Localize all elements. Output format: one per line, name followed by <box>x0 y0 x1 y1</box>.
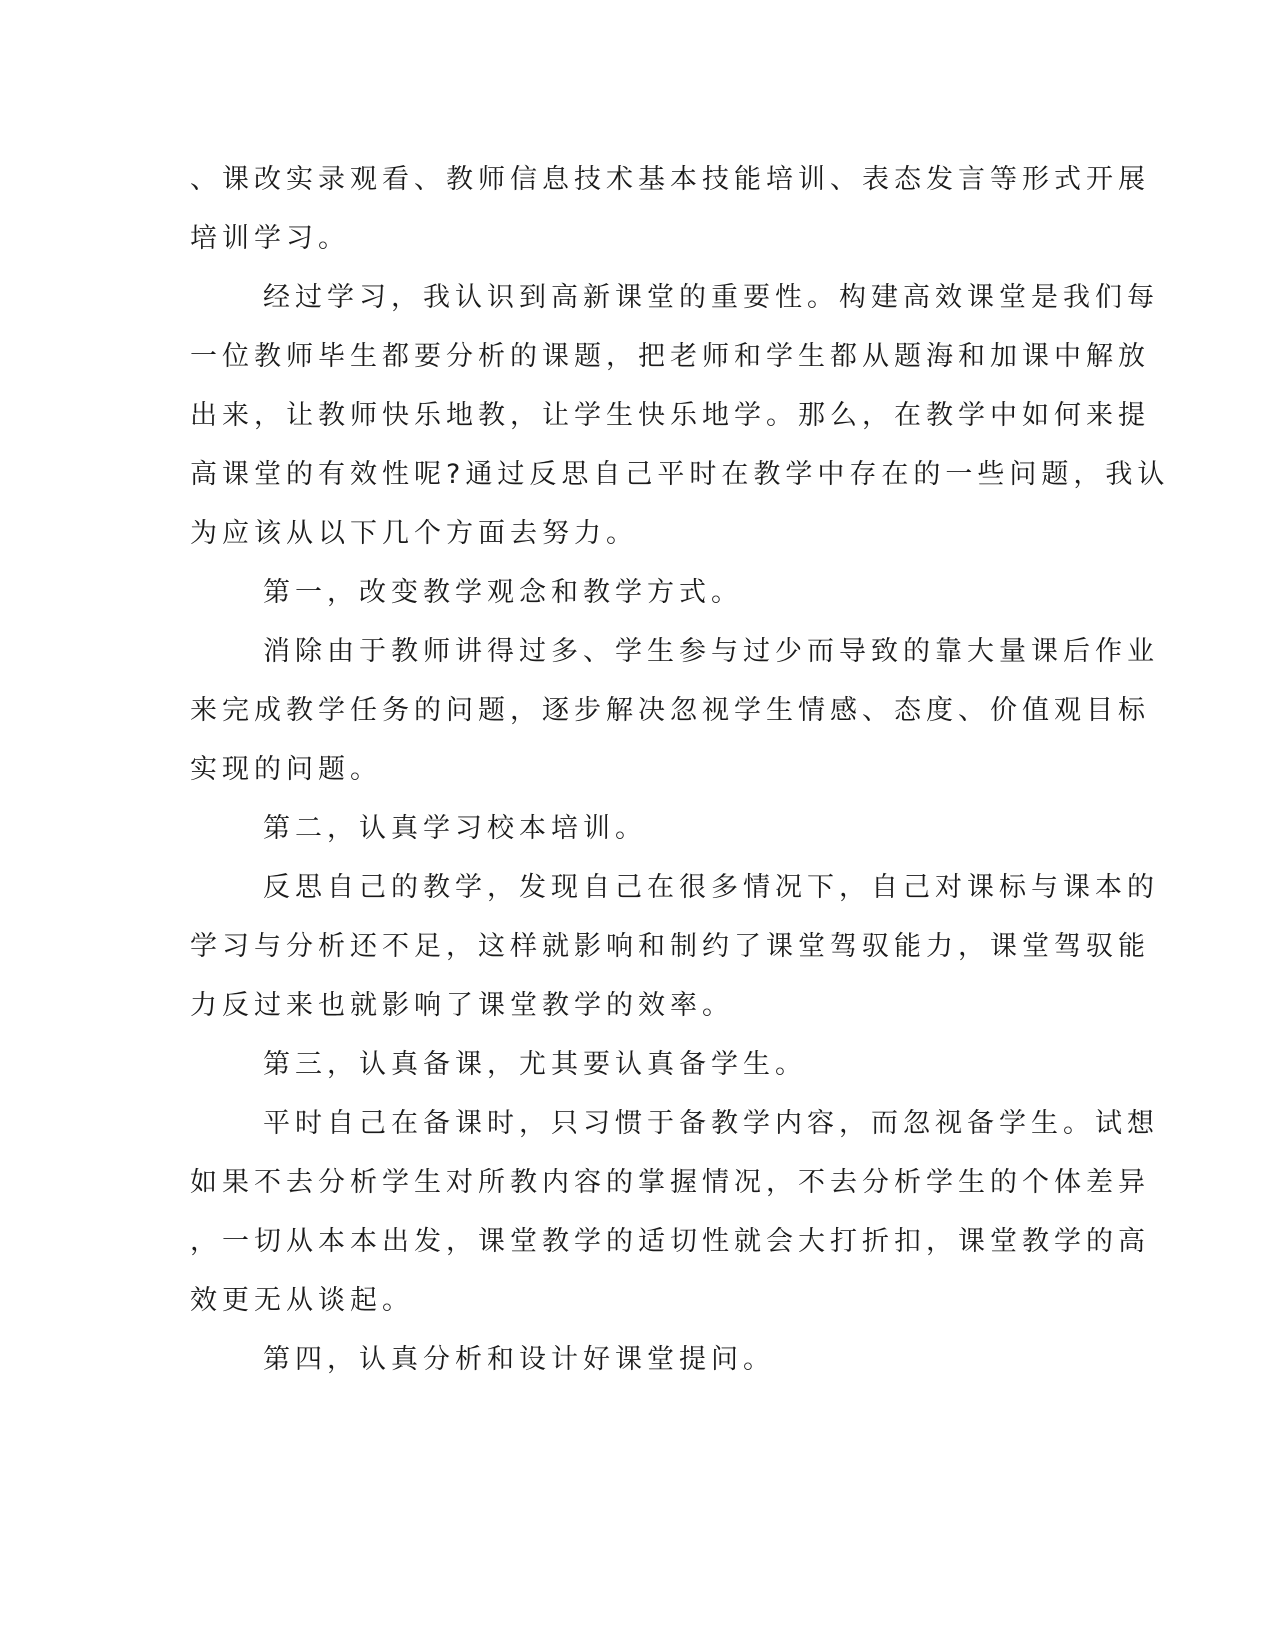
text-line: 出来，让教师快乐地教，让学生快乐地学。那么，在教学中如何来提 <box>190 400 1150 431</box>
text-line: ，一切从本本出发，课堂教学的适切性就会大打折扣，课堂教学的高 <box>190 1226 1150 1257</box>
text-line: 实现的问题。 <box>190 754 382 785</box>
section-heading: 第一，改变教学观念和教学方式。 <box>263 577 743 608</box>
text-line: 学习与分析还不足，这样就影响和制约了课堂驾驭能力，课堂驾驭能 <box>190 931 1150 962</box>
text-line: 力反过来也就影响了课堂教学的效率。 <box>190 990 734 1021</box>
paragraph-first-line: 经过学习，我认识到高新课堂的重要性。构建高效课堂是我们每 <box>263 282 1159 313</box>
paragraph-first-line: 平时自己在备课时，只习惯于备教学内容，而忽视备学生。试想 <box>263 1108 1159 1139</box>
text-line: 一位教师毕生都要分析的课题，把老师和学生都从题海和加课中解放 <box>190 341 1150 372</box>
text-line: 来完成教学任务的问题，逐步解决忽视学生情感、态度、价值观目标 <box>190 695 1150 726</box>
paragraph-first-line: 反思自己的教学，发现自己在很多情况下，自己对课标与课本的 <box>263 872 1159 903</box>
text-line: 效更无从谈起。 <box>190 1285 414 1316</box>
text-line: 培训学习。 <box>190 223 350 254</box>
section-heading: 第三，认真备课，尤其要认真备学生。 <box>263 1049 807 1080</box>
section-heading: 第二，认真学习校本培训。 <box>263 813 647 844</box>
section-heading: 第四，认真分析和设计好课堂提问。 <box>263 1344 775 1375</box>
text-line: 如果不去分析学生对所教内容的掌握情况，不去分析学生的个体差异 <box>190 1167 1150 1198</box>
text-line: 为应该从以下几个方面去努力。 <box>190 518 638 549</box>
paragraph-first-line: 消除由于教师讲得过多、学生参与过少而导致的靠大量课后作业 <box>263 636 1159 667</box>
text-line: 高课堂的有效性呢?通过反思自己平时在教学中存在的一些问题，我认 <box>190 459 1170 490</box>
text-line: 、课改实录观看、教师信息技术基本技能培训、表态发言等形式开展 <box>190 164 1150 195</box>
